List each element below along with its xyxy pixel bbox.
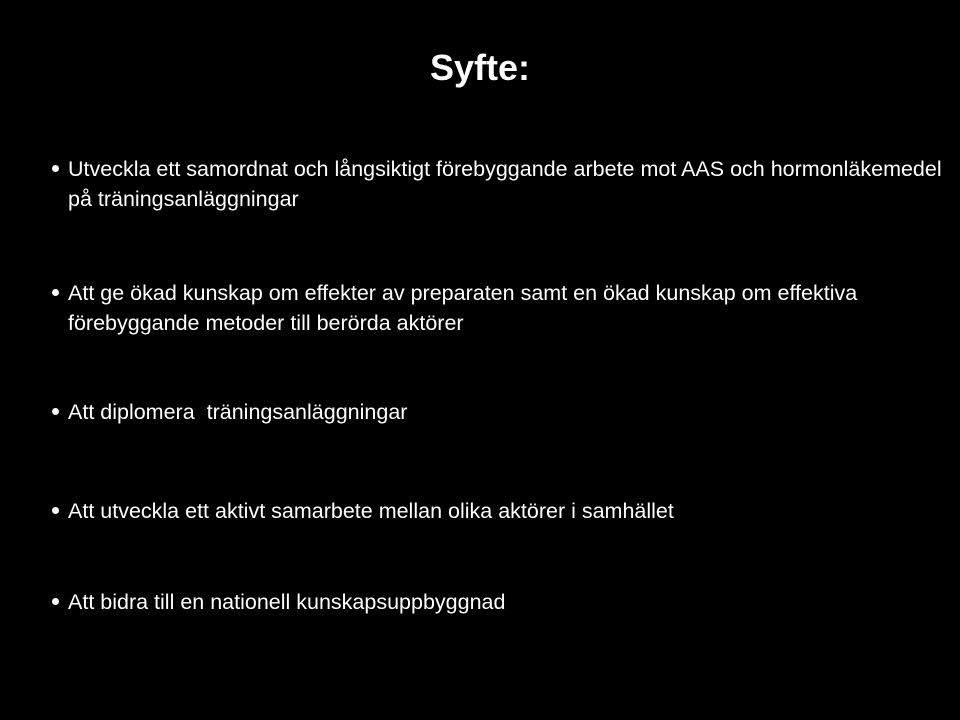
bullet-dot-icon bbox=[52, 408, 59, 415]
bullet-item bbox=[52, 496, 942, 526]
bullet-item bbox=[52, 587, 942, 617]
bullet-text: Att ge ökad kunskap om effekter av preparaten samt en ökad kunskap om effektiva förebyggande metoder till berörda aktörer bbox=[68, 281, 864, 335]
slide-title bbox=[0, 46, 960, 90]
bullet-text: Att utveckla ett aktivt samarbete mellan olika aktörer i samhället bbox=[68, 499, 674, 523]
bullet-dot-icon bbox=[52, 289, 59, 296]
bullet-item bbox=[52, 397, 942, 427]
bullet-dot-icon bbox=[52, 507, 59, 514]
bullet-text: Att bidra till en nationell kunskapsuppbyggnad bbox=[68, 590, 506, 614]
bullet-text: Utveckla ett samordnat och långsiktigt förebyggande arbete mot AAS och hormonläkemedel på träningsanläggningar bbox=[68, 157, 948, 211]
bullet-item bbox=[52, 154, 948, 214]
bullet-item bbox=[52, 278, 942, 338]
slide-title-text: Syfte: bbox=[429, 47, 531, 88]
bullet-text: Att diplomera träningsanläggningar bbox=[68, 400, 408, 424]
bullet-dot-icon bbox=[52, 598, 59, 605]
bullet-dot-icon bbox=[52, 165, 59, 172]
